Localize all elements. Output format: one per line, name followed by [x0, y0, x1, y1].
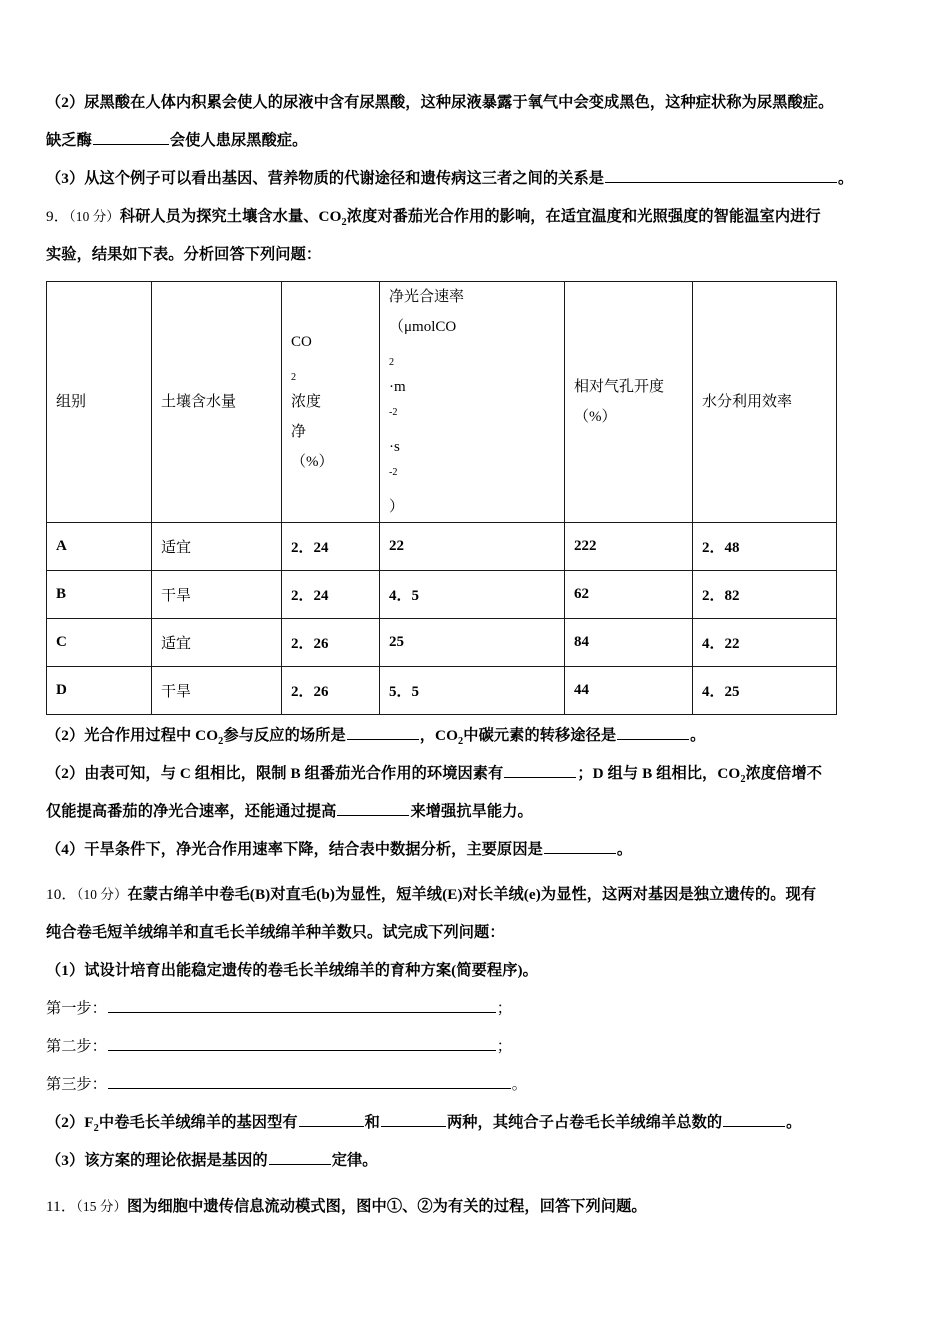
cell-soil-water: 适宜	[152, 523, 282, 571]
q9-item2a-p2: 参与反应的场所是	[223, 727, 346, 744]
q10-item2-sub: 2	[93, 1123, 99, 1135]
unit-pre: （μmolCO	[389, 319, 457, 335]
col-header-soil-water-label: 土壤含水量	[161, 394, 237, 410]
answer-blank[interactable]	[93, 130, 169, 145]
cell-soil-water: 干旱	[152, 667, 282, 715]
cell-wue: 4．22	[693, 619, 837, 667]
q10-step-1-end: ；	[496, 1000, 512, 1017]
q9-item2b-p3: 浓度倍增不	[745, 765, 823, 782]
q9-stem-b: 浓度对番茄光合作用的影响，在适宜温度和光照强度的智能温室内进行	[346, 208, 821, 225]
q10-item3	[46, 1142, 904, 1180]
col-header-co2	[282, 282, 380, 523]
q10-stem-line1	[46, 876, 904, 914]
col-header-stomatal-opening	[565, 282, 693, 523]
q9-stem-sub: 2	[341, 217, 347, 229]
cell-stomatal: 62	[565, 571, 693, 619]
q8-item3-text: （3）从这个例子可以看出基因、营养物质的代谢途径和遗传病这三者之间的关系是	[46, 170, 605, 187]
col-header-net-line1: 净光合速率	[389, 289, 465, 305]
q10-step-2	[46, 1028, 904, 1066]
unit-sup1: -2	[389, 407, 398, 418]
q9-item2a-p3: ，CO	[419, 727, 459, 744]
q10-item2-p1: （2）F	[46, 1114, 94, 1131]
q9-item4	[46, 831, 904, 869]
table-row	[47, 619, 837, 667]
q9-stem-line2	[46, 236, 904, 274]
q8-item2-line1	[46, 84, 904, 122]
answer-blank[interactable]	[381, 1112, 446, 1127]
q10-number: 10．	[46, 886, 77, 903]
q10-step-3	[46, 1066, 904, 1104]
q10-item2	[46, 1104, 904, 1142]
q9-item2a-p1: （2）光合作用过程中 CO	[46, 727, 219, 744]
cell-net-photo: 5．5	[380, 667, 565, 715]
q11-stem-text: 图为细胞中遗传信息流动模式图，图中①、②为有关的过程，回答下列问题。	[126, 1198, 647, 1215]
col-header-group-label: 组别	[56, 394, 87, 410]
q10-step-3-end: 。	[511, 1076, 527, 1093]
cell-net-photo: 22	[380, 523, 565, 571]
cell-co2: 2．26	[282, 619, 380, 667]
q10-item1	[46, 952, 904, 990]
unit-end: ）	[389, 499, 405, 515]
q9-item4-p1: （4）干旱条件下，净光合作用速率下降，结合表中数据分析，主要原因是	[46, 841, 543, 858]
q10-stem-a: 在蒙古绵羊中卷毛(B)对直毛(b)为显性，短羊绒(E)对长羊绒(e)为显性，这两对基因是独立遗传的。现有	[127, 886, 817, 903]
q9-number: 9．	[46, 208, 69, 225]
col-header-stomatal-stack	[574, 372, 683, 432]
answer-blank[interactable]	[617, 725, 689, 740]
q10-stem-line2	[46, 914, 904, 952]
col-header-group	[47, 282, 152, 523]
q9-score: （10 分）	[68, 209, 120, 224]
col-header-soil-water	[152, 282, 282, 523]
answer-blank[interactable]	[504, 763, 576, 778]
unit-sup2: -2	[389, 467, 398, 478]
answer-blank[interactable]	[299, 1112, 364, 1127]
q8-item2-prefix: 缺乏酶	[46, 132, 92, 149]
answer-blank[interactable]	[605, 168, 837, 183]
cell-group: D	[47, 667, 152, 715]
cell-group: A	[47, 523, 152, 571]
q9-item2a-sub2: 2	[458, 736, 464, 748]
q10-step-1	[46, 990, 904, 1028]
q10-score: （10 分）	[76, 887, 128, 902]
col-header-net-units	[389, 312, 555, 522]
q9-item2a	[46, 717, 904, 755]
q10-item2-p5: 。	[786, 1114, 802, 1131]
col-header-water-use-efficiency	[693, 282, 837, 523]
q10-step-3-label: 第三步：	[46, 1076, 107, 1093]
q9-item2b-sub: 2	[740, 774, 746, 786]
q10-item2-p2: 中卷毛长羊绒绵羊的基因型有	[98, 1114, 298, 1131]
table-row	[47, 667, 837, 715]
cell-group: C	[47, 619, 152, 667]
q11-stem	[46, 1188, 904, 1226]
cell-soil-water: 干旱	[152, 571, 282, 619]
q9-stem-line2-text: 实验，结果如下表。分析回答下列问题：	[46, 246, 322, 263]
q8-item3-line	[46, 160, 904, 198]
answer-blank[interactable]	[108, 998, 496, 1013]
q8-item3-period: 。	[838, 170, 854, 187]
q9-item2b-l2-p2: 来增强抗旱能力。	[410, 803, 533, 820]
q9-item2a-sub1: 2	[218, 736, 224, 748]
cell-soil-water: 适宜	[152, 619, 282, 667]
q10-item1-text: （1）试设计培育出能稳定遗传的卷毛长羊绒绵羊的育种方案(简要程序)。	[46, 962, 538, 979]
cell-wue: 4．25	[693, 667, 837, 715]
q9-item2b-line1	[46, 755, 904, 793]
cell-stomatal: 84	[565, 619, 693, 667]
co2-subscript: 2	[291, 372, 297, 383]
cell-net-photo: 4．5	[380, 571, 565, 619]
q9-item2b-l2-p1: 仅能提高番茄的净光合速率，还能通过提高	[46, 803, 337, 820]
unit-sub: 2	[389, 357, 395, 368]
q9-item2a-p5: 。	[690, 727, 706, 744]
answer-blank[interactable]	[108, 1074, 511, 1089]
unit-mid2: ·s	[389, 439, 400, 455]
cell-wue: 2．82	[693, 571, 837, 619]
q9-stem-line1	[46, 198, 904, 236]
q10-item3-p2: 定律。	[331, 1152, 378, 1169]
col-header-co2-stack	[291, 327, 370, 477]
q10-item2-p4: 两种，其纯合子占卷毛长羊绒绵羊总数的	[446, 1114, 723, 1131]
cell-group: B	[47, 571, 152, 619]
col-header-stomatal-line1: 相对气孔开度	[574, 379, 665, 395]
cell-net-photo: 25	[380, 619, 565, 667]
cell-stomatal: 222	[565, 523, 693, 571]
co2-suffix: 浓度	[291, 394, 322, 410]
cell-co2: 2．24	[282, 523, 380, 571]
col-header-stomatal-line2: （%）	[574, 409, 617, 425]
unit-mid: ·m	[389, 379, 406, 395]
answer-blank[interactable]	[269, 1150, 331, 1165]
answer-blank[interactable]	[347, 725, 419, 740]
col-header-net-stack	[389, 282, 555, 522]
q9-item2b-line2	[46, 793, 904, 831]
cell-stomatal: 44	[565, 667, 693, 715]
cell-wue: 2．48	[693, 523, 837, 571]
experiment-results-table	[46, 281, 837, 715]
col-header-net-photosynthesis	[380, 282, 565, 523]
q9-item4-p2: 。	[616, 841, 633, 858]
q9-stem-a: 科研人员为探究土壤含水量、CO	[119, 208, 342, 225]
col-header-co2-line3: （%）	[291, 454, 334, 470]
q10-step-2-label: 第二步：	[46, 1038, 107, 1055]
table-header-row	[47, 282, 837, 523]
cell-co2: 2．24	[282, 571, 380, 619]
col-header-wue-label: 水分利用效率	[702, 394, 793, 410]
answer-blank[interactable]	[544, 839, 616, 854]
q8-item2-line2	[46, 122, 904, 160]
answer-blank[interactable]	[723, 1112, 785, 1127]
q8-item2-suffix: 会使人患尿黑酸症。	[169, 132, 308, 149]
table-row	[47, 523, 837, 571]
q11-number: 11．	[46, 1198, 77, 1215]
table-row	[47, 571, 837, 619]
q9-item2b-p1: （2）由表可知，与 C 组相比，限制 B 组番茄光合作用的环境因素有	[46, 765, 504, 782]
q10-step-1-label: 第一步：	[46, 1000, 107, 1017]
answer-blank[interactable]	[337, 801, 409, 816]
q8-item2-text: （2）尿黑酸在人体内积累会使人的尿液中含有尿黑酸，这种尿液暴露于氧气中会变成黑色，这种症状称为尿黑酸症。	[46, 94, 834, 111]
q11-score: （15 分）	[76, 1199, 127, 1214]
col-header-co2-line1	[291, 327, 370, 417]
q9-item2a-p4: 中碳元素的转移途径是	[463, 727, 617, 744]
q9-item2b-p2: ；D 组与 B 组相比，CO	[577, 765, 741, 782]
co2-text: CO	[291, 334, 312, 350]
q10-stem-b: 纯合卷毛短羊绒绵羊和直毛长羊绒绵羊种羊数只。试完成下列问题：	[46, 924, 505, 941]
answer-blank[interactable]	[108, 1036, 496, 1051]
q10-item3-p1: （3）该方案的理论依据是基因的	[46, 1152, 268, 1169]
cell-co2: 2．26	[282, 667, 380, 715]
q10-item2-p3: 和	[364, 1114, 380, 1131]
col-header-co2-line2: 净	[291, 424, 307, 440]
q10-step-2-end: ；	[496, 1038, 512, 1055]
